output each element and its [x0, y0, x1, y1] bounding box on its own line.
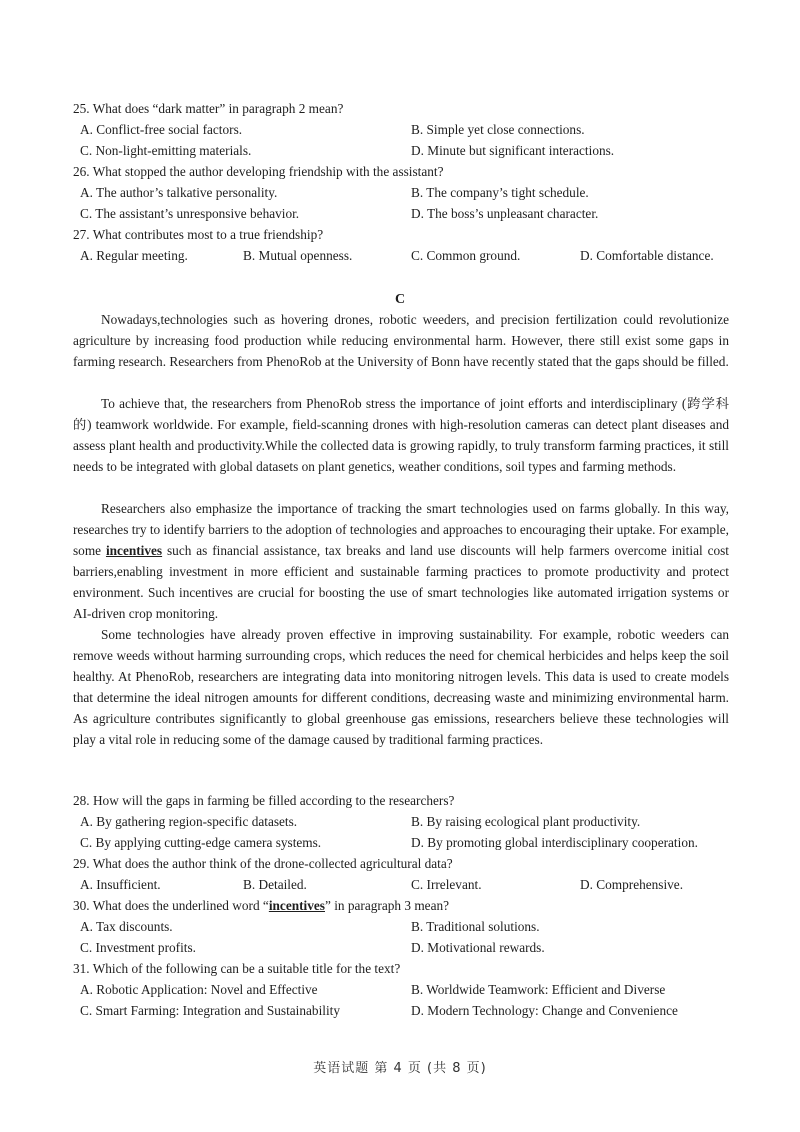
passage-paragraph-2: To achieve that, the researchers from PhenoRob stress the importance of joint efforts and interdisciplinary (跨学科的) teamwork worldwide. For example, field-scanning drones with high-resolution cameras can detect plant diseases and assess plant health and productivity.While the collected data is growing rapidly, to truly transform farming practices, it still needs to be integrated with global datasets on plant genetics, weather conditions, soil types and farming methods.	[73, 396, 729, 474]
question-26-option-a: A. The author’s talkative personality.	[80, 185, 278, 200]
page-footer: 英语试题 第 4 页 (共 8 页)	[313, 1061, 487, 1076]
question-30-option-b: B. Traditional solutions.	[411, 919, 540, 934]
question-26-option-c: C. The assistant’s unresponsive behavior.	[80, 206, 300, 221]
question-30-option-d: D. Motivational rewards.	[411, 940, 545, 955]
question-28-option-d: D. By promoting global interdisciplinary cooperation.	[411, 835, 698, 850]
question-25-option-c: C. Non-light-emitting materials.	[80, 143, 252, 158]
passage-paragraph-3-text-before: Researchers also emphasize the importance of tracking the smart technologies used on farms globally. In this way, researches try to identify barriers to the adoption of technologies and approaches to encouraging their uptake. For example, some	[73, 501, 729, 558]
passage-paragraph-4: Some technologies have already proven effective in improving sustainability. For example, robotic weeders can remove weeds without harming surrounding crops, which reduces the need for chemical herbicides and helps keep the soil healthy. At PhenoRob, researchers are integrating data into monitoring nitrogen levels. This data is used to create models that determine the ideal nitrogen amounts for different conditions, decreasing waste and minimizing environmental harm. As agriculture contributes significantly to global greenhouse gas emissions, researchers believe these technologies will play a vital role in reducing some of the damage caused by traditional farming practices.	[73, 627, 729, 747]
underlined-keyword: incentives	[105, 543, 163, 558]
question-31-option-d: D. Modern Technology: Change and Convenience	[411, 1003, 678, 1018]
question-29-option-d: D. Comprehensive.	[580, 877, 684, 892]
question-27-option-a: A. Regular meeting.	[80, 248, 188, 263]
question-27-stem: 27. What contributes most to a true friendship?	[73, 227, 324, 242]
question-25-option-b: B. Simple yet close connections.	[411, 122, 585, 137]
question-27-option-c: C. Common ground.	[411, 248, 521, 263]
question-29-stem: 29. What does the author think of the drone-collected agricultural data?	[73, 856, 453, 871]
question-31-option-c: C. Smart Farming: Integration and Sustainability	[80, 1003, 340, 1018]
question-26-stem: 26. What stopped the author developing friendship with the assistant?	[73, 164, 444, 179]
passage-paragraph-3-text-after: such as financial assistance, tax breaks and land use discounts will help farmers overcome initial cost barriers,enabling investment in more efficient and sustainable farming practices to promote productivity and protect environment. Such incentives are crucial for boosting the use of smart technologies like automated irrigation systems or AI-driven crop monitoring.	[73, 543, 729, 621]
question-31-stem: 31. Which of the following can be a suitable title for the text?	[73, 961, 401, 976]
question-25-stem: 25. What does “dark matter” in paragraph 2 mean?	[73, 101, 344, 116]
question-30-option-c: C. Investment profits.	[80, 940, 196, 955]
question-28-option-a: A. By gathering region-specific datasets.	[80, 814, 298, 829]
question-30-stem-before: 30. What does the underlined word “	[73, 898, 269, 913]
question-29-option-b: B. Detailed.	[243, 877, 307, 892]
question-28-stem: 28. How will the gaps in farming be filled according to the researchers?	[73, 793, 455, 808]
question-27-option-d: D. Comfortable distance.	[580, 248, 714, 263]
question-29-option-c: C. Irrelevant.	[411, 877, 482, 892]
section-label: C	[394, 292, 406, 307]
question-25-option-a: A. Conflict-free social factors.	[80, 122, 243, 137]
question-31-option-b: B. Worldwide Teamwork: Efficient and Diverse	[411, 982, 666, 997]
question-31-option-a: A. Robotic Application: Novel and Effective	[80, 982, 318, 997]
question-30-stem-after: ” in paragraph 3 mean?	[324, 898, 450, 913]
question-30-keyword: incentives	[268, 898, 325, 913]
question-29-option-a: A. Insufficient.	[80, 877, 161, 892]
question-28-option-b: B. By raising ecological plant productivity.	[411, 814, 641, 829]
question-27-option-b: B. Mutual openness.	[243, 248, 353, 263]
question-26-option-b: B. The company’s tight schedule.	[411, 185, 589, 200]
passage-paragraph-1: Nowadays,technologies such as hovering drones, robotic weeders, and precision fertilization could revolutionize agriculture by increasing food production while reducing environmental harm. However, there still exist some gaps in farming research. Researchers from PhenoRob at the University of Bonn have recently stated that the gaps should be filled.	[73, 312, 729, 369]
question-28-option-c: C. By applying cutting-edge camera systems.	[80, 835, 322, 850]
question-25-option-d: D. Minute but significant interactions.	[411, 143, 615, 158]
passage-paragraph-3	[73, 498, 729, 624]
question-30-stem	[73, 898, 449, 914]
question-26-option-d: D. The boss’s unpleasant character.	[411, 206, 599, 221]
question-30-option-a: A. Tax discounts.	[80, 919, 173, 934]
